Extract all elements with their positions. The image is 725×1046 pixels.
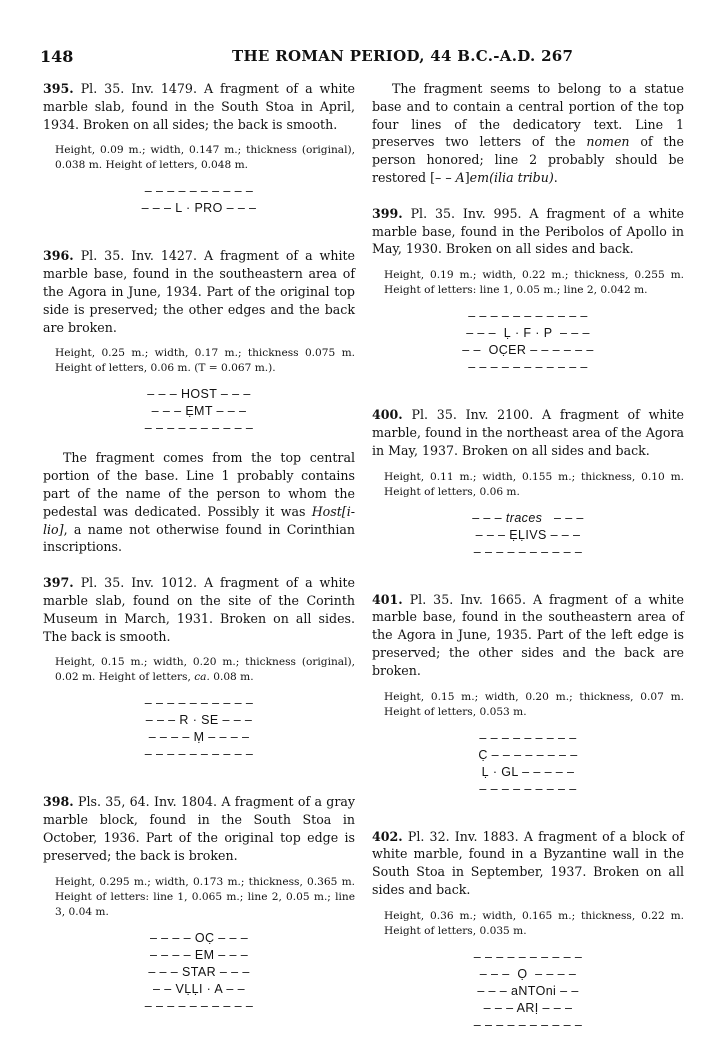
entry-401 <box>372 591 684 798</box>
inscription-text: – – – – – – – – – – – – – Ọ – – – – – – – aNTOni – – – – – ARỊ – – – – – – – – – – – – – <box>473 949 583 1032</box>
entry-402 <box>372 828 684 1034</box>
inscription-text: – – – – – – – – – C̣ – – – – – – – – Ḷ · GL – – – – – – – – – – – – – – <box>478 730 578 796</box>
right-column <box>372 80 684 1046</box>
entry-number: 399. <box>372 205 403 221</box>
inscription-text: – – – HOST – – – – – – ẸMT – – – – – – – – – – – – – <box>144 387 254 436</box>
inscription-text: – – – – – – – – – – – – – R · SE – – – – – – – Ṃ – – – – – – – – – – – – – – <box>144 696 254 762</box>
measurements: Height, 0.11 m.; width, 0.155 m.; thickness, 0.10 m. Height of letters, 0.06 m. <box>384 470 684 498</box>
entry-description: Pl. 32. Inv. 1883. A fragment of a block of white marble, found in a Byzantine wall in the South Stoa in September, 1937. Broken on all sides and back. <box>372 828 684 897</box>
measurements: Height, 0.15 m.; width, 0.20 m.; thickness, 0.07 m. Height of letters, 0.053 m. <box>384 690 684 718</box>
measurements: Height, 0.25 m.; width, 0.17 m.; thickness 0.075 m. Height of letters, 0.06 m. (T = 0.067 m.). <box>55 347 355 375</box>
entry-description: Pl. 35. Inv. 1427. A fragment of a white marble base, found in the southeastern area of the Agora in June, 1934. Part of the original top side is preserved; the other edges and the back are broken. <box>43 248 355 335</box>
measurements: Height, 0.15 m.; width, 0.20 m.; thickness (original), 0.02 m. Height of letters, ca. 0.08 m. <box>55 656 355 684</box>
measurements: Height, 0.36 m.; width, 0.165 m.; thickness, 0.22 m. Height of letters, 0.035 m. <box>384 909 684 937</box>
entry-400 <box>372 406 684 560</box>
entry-395 <box>43 80 355 217</box>
left-column <box>43 80 355 1027</box>
entry-description: Pl. 35. Inv. 2100. A fragment of white marble, found in the northeast area of the Agora in May, 1937. Broken on all sides and back. <box>372 407 684 458</box>
entry-399 <box>372 205 684 376</box>
inscription-text: – – – – OC̣ – – – – – – – EM – – – – – – STAR – – – – – VḶḶI · A – – – – – – – – – – – – <box>144 930 254 1013</box>
entry-number: 402. <box>372 828 403 844</box>
entry-description: Pl. 35. Inv. 1479. A fragment of a white marble slab, found in the South Stoa in April, 1934. Broken on all sides; the back is smooth. <box>43 81 355 132</box>
commentary: The fragment comes from the top central portion of the base. Line 1 probably contains part of the name of the person to whom the pedestal was dedicated. Possibly it was Host[i-lio], a name not otherwise found in Corinthian inscriptions. <box>43 450 355 555</box>
entry-description: Pl. 35. Inv. 1665. A fragment of a white marble base, found in the southeastern area of the Agora in June, 1935. Part of the left edge is preserved; the other sides and the back are broken. <box>372 591 684 678</box>
inscription-traces-line: – – – traces – – – <box>472 510 584 525</box>
entry-description: Pl. 35. Inv. 995. A fragment of a white marble base, found in the Peribolos of Apollo in May, 1930. Broken on all sides and back. <box>372 205 684 257</box>
inscription-text: – – – – – – – – – – – – – L · PRO – – – <box>141 184 257 216</box>
commentary-398: The fragment seems to belong to a statue base and to contain a central portion of the top four lines of the dedicatory text. Line 1 preserves two letters of the nomen of the person honored; line 2 probably should be restored [– – A]em(ilia tribu). <box>372 81 684 185</box>
entry-number: 397. <box>43 575 74 591</box>
entry-number: 396. <box>43 248 74 264</box>
page-number: 148 <box>40 47 74 66</box>
entry-number: 400. <box>372 407 403 423</box>
measurements: Height, 0.295 m.; width, 0.173 m.; thickness, 0.365 m. Height of letters: line 1, 0.065 m.; line 2, 0.05 m.; line 3, 0.04 m. <box>55 875 355 918</box>
entry-description: Pls. 35, 64. Inv. 1804. A fragment of a gray marble block, found in the South Stoa in October, 1936. Part of the original top edge is preserved; the back is broken. <box>43 794 355 863</box>
entry-396 <box>43 247 355 556</box>
inscription-text: – – – – – – – – – – – – – – Ḷ · F · P – – – – – OC̣ER – – – – – – – – – – – – – – – – – <box>462 309 594 375</box>
entry-description: Pl. 35. Inv. 1012. A fragment of a white marble slab, found on the site of the Corinth Museum in March, 1931. Broken on all sides. The back is smooth. <box>43 575 355 644</box>
entry-398 <box>43 793 355 1014</box>
entry-number: 395. <box>43 81 74 96</box>
entry-397 <box>43 574 355 763</box>
measurements: Height, 0.19 m.; width, 0.22 m.; thickness, 0.255 m. Height of letters: line 1, 0.05 m.; line 2, 0.042 m. <box>384 269 684 297</box>
measurements: Height, 0.09 m.; width, 0.147 m.; thickness (original), 0.038 m. Height of letters, 0.048 m. <box>55 144 355 172</box>
entry-number: 398. <box>43 794 74 810</box>
entry-number: 401. <box>372 591 403 607</box>
inscription-text: – – – ẸḶIVS – – – – – – – – – – – – – <box>473 527 583 559</box>
running-title: THE ROMAN PERIOD, 44 B.C.-A.D. 267 <box>232 47 574 65</box>
